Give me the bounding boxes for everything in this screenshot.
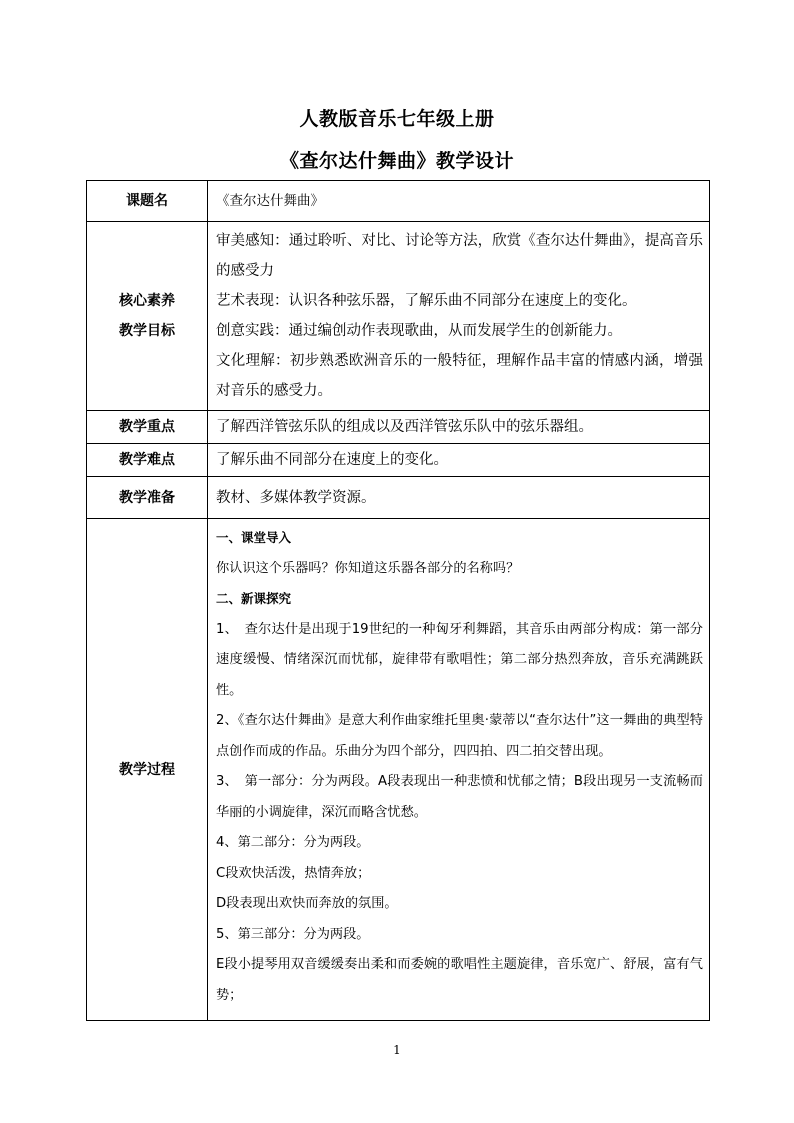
process-content [208, 519, 710, 1021]
goal-culture: 文化理解：初步熟悉欧洲音乐的一般特征，理解作品丰富的情感内涵，增强对音乐的感受力。 [216, 353, 703, 399]
preparation-value: 教材、多媒体教学资源。 [208, 477, 710, 519]
goal-practice: 创意实践：通过编创动作表现歌曲，从而发展学生的创新能力。 [216, 323, 622, 339]
goals-content [208, 222, 710, 411]
document-subtitle: 《查尔达什舞曲》教学设计 [279, 150, 514, 172]
process-item: 4、第二部分：分为两段。 [216, 835, 370, 850]
section-intro-title: 一、课堂导入 [216, 530, 292, 545]
process-item: E段小提琴用双音缓缓奏出柔和而委婉的歌唱性主题旋律，音乐宽广、舒展，富有气势； [216, 957, 703, 1003]
process-item: 2、《查尔达什舞曲》是意大利作曲家维托里奥·蒙蒂以“查尔达什”这一舞曲的典型特点创作而成的作品。乐曲分为四个部分，四四拍、四二拍交替出现。 [216, 713, 703, 759]
table-row-difficulties [87, 444, 710, 477]
table-row-preparation [87, 477, 710, 519]
topic-label: 课题名 [87, 181, 208, 222]
key-points-value: 了解西洋管弦乐队的组成以及西洋管弦乐队中的弦乐器组。 [208, 411, 710, 444]
process-item: C段欢快活泼，热情奔放； [216, 865, 371, 881]
goals-label-line2: 教学目标 [119, 323, 175, 339]
process-label: 教学过程 [87, 519, 208, 1021]
difficulties-label: 教学难点 [87, 444, 208, 477]
page-number: 1 [393, 1043, 401, 1057]
table-row-process [87, 519, 710, 1021]
process-item: D段表现出欢快而奔放的氛围。 [216, 896, 398, 911]
process-item: 5、第三部分：分为两段。 [216, 926, 370, 942]
process-item: 3、 第一部分：分为两段。A段表现出一种悲愤和忧郁之情；B段出现另一支流畅而华丽的小调旋律，深沉而略含忧愁。 [216, 774, 703, 820]
goal-aesthetic: 审美感知：通过聆听、对比、讨论等方法，欣赏《查尔达什舞曲》，提高音乐的感受力 [216, 233, 703, 279]
section-explore-title: 二、新课探究 [216, 591, 292, 606]
table-row-topic [87, 181, 710, 222]
difficulties-value: 了解乐曲不同部分在速度上的变化。 [208, 444, 710, 477]
goal-expression: 艺术表现：认识各种弦乐器，了解乐曲不同部分在速度上的变化。 [216, 293, 637, 309]
process-item: 1、 查尔达什是出现于19世纪的一种匈牙利舞蹈，其音乐由两部分构成：第一部分速度缓慢、情绪深沉而忧郁，旋律带有歌唱性；第二部分热烈奔放，音乐充满跳跃性。 [216, 621, 703, 698]
lesson-plan-table [86, 180, 710, 1021]
goals-label-line1: 核心素养 [119, 293, 175, 309]
table-row-key-points [87, 411, 710, 444]
table-row-goals [87, 222, 710, 411]
section-intro-text: 你认识这个乐器吗？你知道这乐器各部分的名称吗？ [216, 560, 520, 576]
topic-value: 《查尔达什舞曲》 [208, 181, 710, 222]
preparation-label: 教学准备 [87, 477, 208, 519]
goals-label [87, 222, 208, 411]
document-title: 人教版音乐七年级上册 [299, 108, 495, 130]
key-points-label: 教学重点 [87, 411, 208, 444]
